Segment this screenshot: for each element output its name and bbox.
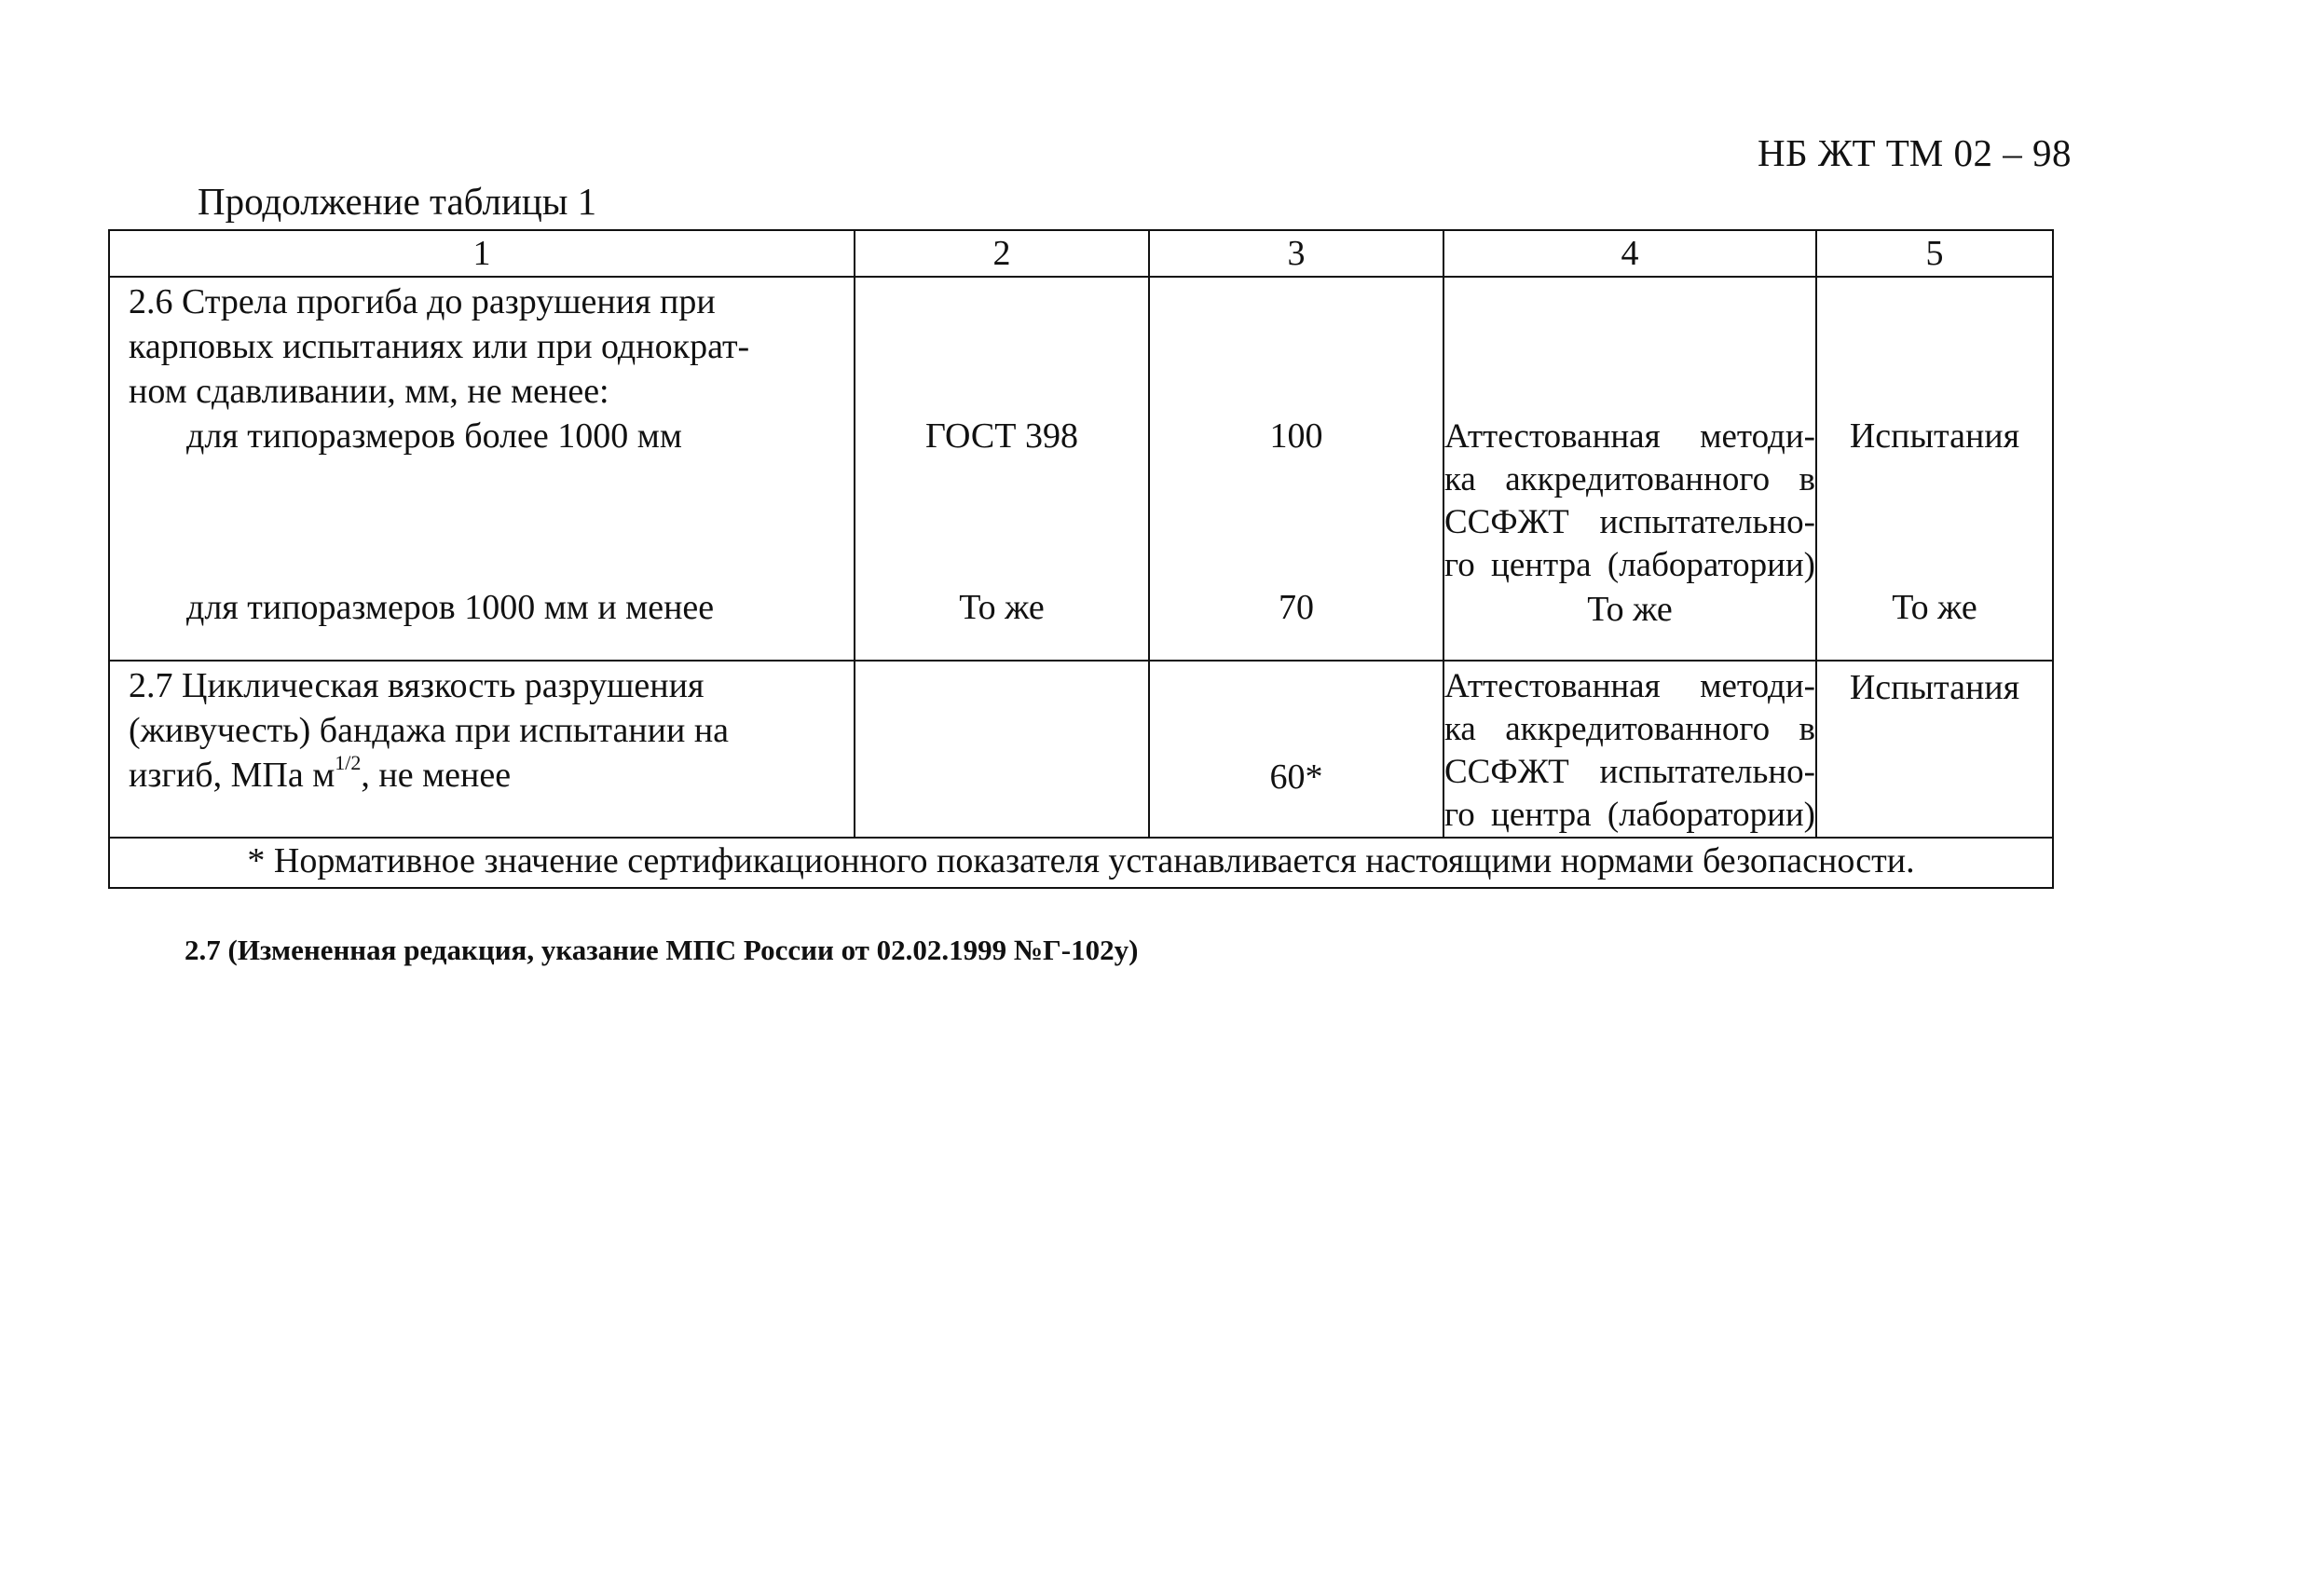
column-header-2: 2 <box>855 230 1149 277</box>
row-2-7-method <box>1443 661 1816 838</box>
document-code: НБ ЖТ ТМ 02 – 98 <box>1758 131 2072 174</box>
table-continuation-caption: Продолжение таблицы 1 <box>198 180 597 223</box>
row-2-7-method-line-2: ка аккредитованного в <box>1444 710 1815 748</box>
row-2-7-title-line-3: изгиб, МПа $м^{1/2}$, не менее <box>129 751 512 795</box>
row-2-6-sub2-label: для типоразмеров 1000 мм и менее <box>186 588 715 627</box>
row-2-6-title-line-1: 2.6 Стрела прогиба до разрушения при <box>129 282 716 321</box>
column-header-5: 5 <box>1816 230 2053 277</box>
table-footnote: * Нормативное значение сертификационного показателя устанавливается настоящими нормами безопасности. <box>109 838 2053 888</box>
row-2-6-method-line-1: Аттестованная методи- <box>1444 417 1815 456</box>
row-2-7-description <box>109 661 855 838</box>
row-2-7-method-line-4: го центра (лаборатории) <box>1444 796 1815 834</box>
row-2-6-sub2-value: 70 <box>1279 588 1314 627</box>
table-row-2-7 <box>109 661 2053 838</box>
row-2-7-method-line-1: Аттестованная методи- <box>1444 667 1815 705</box>
row-2-6-method-line-2: ка аккредитованного в <box>1444 460 1815 498</box>
row-2-7-norm-doc <box>855 661 1149 838</box>
row-2-6-method-line-3: ССФЖТ испытательно- <box>1444 503 1815 541</box>
row-2-6-sub2-control: То же <box>1892 588 1977 627</box>
row-2-6-description <box>109 277 855 661</box>
row-2-7-method-text <box>1444 665 1815 837</box>
row-2-6-method <box>1443 277 1816 661</box>
column-header-4: 4 <box>1443 230 1816 277</box>
row-2-6-sub2-method: То же <box>1587 590 1673 629</box>
amendment-note: 2.7 (Измененная редакция, указание МПС России от 02.02.1999 №Г-102у) <box>185 934 1139 966</box>
row-2-6-value <box>1149 277 1443 661</box>
row-2-7-title-line-2: (живучесть) бандажа при испытании на <box>129 711 730 750</box>
row-2-6-sub1-value: 100 <box>1269 416 1323 456</box>
table-row-2-6 <box>109 277 2053 661</box>
row-2-6-sub1-control: Испытания <box>1849 416 2020 456</box>
row-2-6-sub2-norm-doc: То же <box>959 588 1045 627</box>
table-footnote-row <box>109 838 2053 888</box>
row-2-6-control <box>1816 277 2053 661</box>
requirements-table <box>108 229 2054 889</box>
row-2-6-sub1-label: для типоразмеров более 1000 мм <box>186 416 682 456</box>
row-2-7-method-line-3: ССФЖТ испытательно- <box>1444 753 1815 791</box>
row-2-7-control: Испытания <box>1849 668 2020 707</box>
table-header-row <box>109 230 2053 277</box>
row-2-6-sub1-norm-doc: ГОСТ 398 <box>925 416 1078 456</box>
column-header-3: 3 <box>1149 230 1443 277</box>
row-2-6-method-text <box>1444 416 1815 587</box>
row-2-7-value-cell <box>1149 661 1443 838</box>
table-container <box>108 229 2054 889</box>
row-2-6-title-line-2: карповых испытаниях или при однократ- <box>129 327 750 366</box>
row-2-7-title-line-1: 2.7 Циклическая вязкость разрушения <box>129 666 705 705</box>
column-header-1: 1 <box>109 230 855 277</box>
row-2-6-method-line-4: го центра (лаборатории) <box>1444 546 1815 584</box>
row-2-6-title-line-3: ном сдавливании, мм, не менее: <box>129 372 609 411</box>
row-2-7-control-cell <box>1816 661 2053 838</box>
row-2-7-value: 60* <box>1269 757 1323 797</box>
row-2-6-norm-doc <box>855 277 1149 661</box>
